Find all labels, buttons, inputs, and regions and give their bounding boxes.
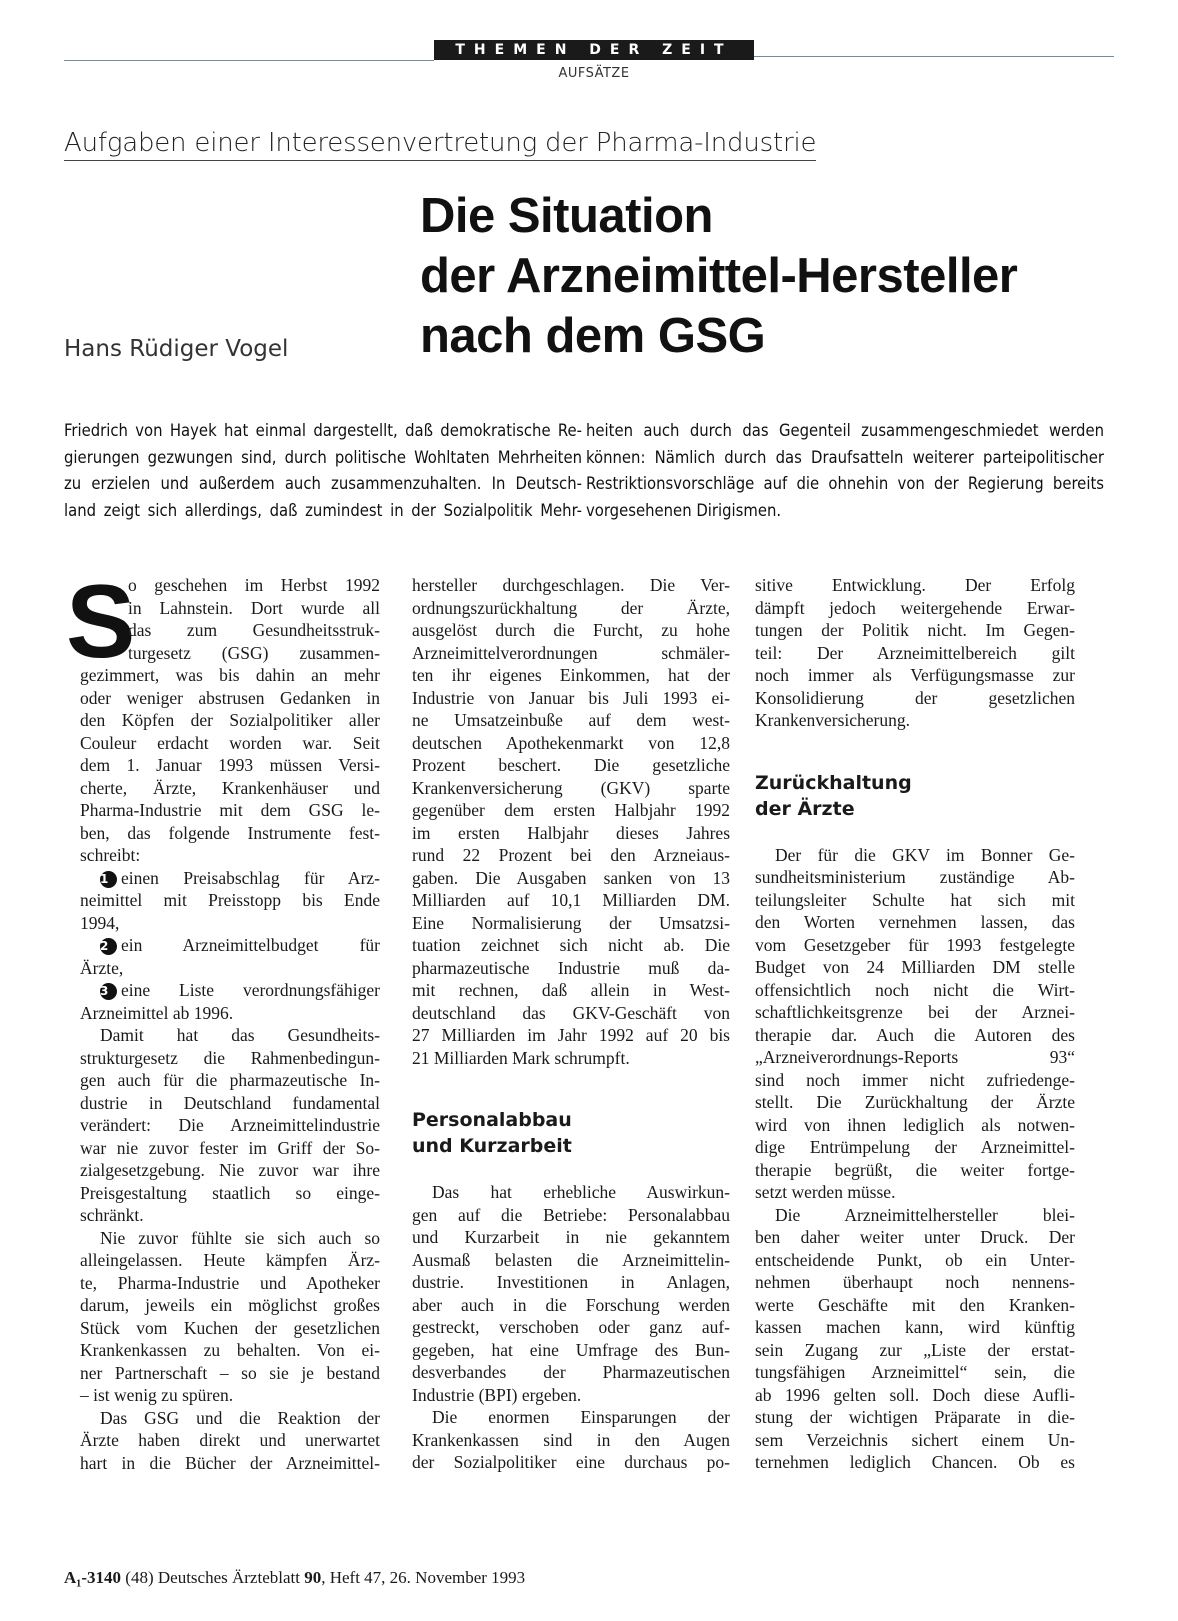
lead-line: Friedrich von Hayek hat einmal dargestellt, daß demokratische Re- [64, 421, 582, 440]
body-line: ner Partnerschaft – so sie je bestand [80, 1362, 380, 1383]
body-column-2 [412, 574, 730, 1474]
section-heading: Zurückhaltung [755, 771, 912, 794]
list-item-text: ein Arzneimittelbudget für [121, 935, 380, 955]
body-line: Arzneimittelverordnungen schmäler- [412, 642, 730, 663]
body-line: turgesetz (GSG) zusammen- [128, 642, 380, 663]
body-line: rund 22 Prozent bei den Arzneiaus- [412, 845, 730, 865]
body-line: sundheitsministerium zuständige Ab- [755, 867, 1075, 887]
lead-line: land zeigt sich allerdings, daß zumindest in der Sozialpolitik Mehr- [64, 500, 582, 520]
body-line: gen auf die Betriebe: Personalabbau [412, 1204, 730, 1225]
body-line: pharmazeutische Industrie muß da- [412, 957, 730, 978]
body-line: sitive Entwicklung. Der Erfolg [755, 575, 1075, 595]
body-line: gen auch für die pharmazeutische In- [80, 1070, 380, 1090]
body-line: Krankenversicherung (GKV) sparte [412, 777, 730, 798]
body-line: Budget von 24 Milliarden DM stelle [755, 957, 1075, 977]
body-line: offensichtlich noch nicht die Wirt- [755, 979, 1075, 1000]
body-line: den Köpfen der Sozialpolitiker aller [80, 710, 380, 730]
body-line: cherte, Ärzte, Krankenhäuser und [80, 777, 380, 798]
list-item [80, 934, 380, 957]
body-line: Couleur erdacht worden war. Seit [80, 732, 380, 753]
body-line: oder weniger abstrusen Gedanken in [80, 687, 380, 708]
body-line: Die Arzneimittelhersteller blei- [775, 1204, 1075, 1225]
body-line: gezimmert, was bis dahin an mehr [80, 665, 380, 685]
body-line: sem Verzeichnis sichert einem Un- [755, 1429, 1075, 1450]
journal-issue: Heft 47, 26. November 1993 [329, 1568, 526, 1587]
body-line: ab 1996 gelten soll. Doch diese Aufli- [755, 1384, 1075, 1405]
section-subtitle: AUFSÄTZE [558, 66, 630, 81]
body-line: und Kurzarbeit in nie gekanntem [412, 1227, 730, 1247]
body-line: te, Pharma-Industrie und Apotheker [80, 1272, 380, 1293]
body-line: entscheidende Punkt, ob ein Unter- [755, 1249, 1075, 1270]
article-author: Hans Rüdiger Vogel [64, 336, 289, 362]
drop-cap: S [66, 564, 136, 680]
lead-right-column [586, 418, 1104, 524]
body-line: dustrie. Investitionen in Anlagen, [412, 1272, 730, 1292]
body-line: tungen der Politik nicht. Im Gegen- [755, 620, 1075, 640]
body-line: gaben. Die Ausgaben sanken von 13 [412, 867, 730, 888]
headline-line: nach dem GSG [420, 309, 766, 363]
body-line: Arzneimittel ab 1996. [80, 1002, 234, 1023]
body-line: vom Gesetzgeber für 1993 festgelegte [755, 934, 1075, 955]
body-line: 27 Milliarden im Jahr 1992 auf 20 bis [412, 1025, 730, 1045]
body-line: strukturgesetz die Rahmenbedingun- [80, 1047, 380, 1068]
body-line: ten ihr eigenes Einkommen, hat der [412, 665, 730, 685]
body-line: aber auch in die Forschung werden [412, 1294, 730, 1315]
section-heading: und Kurzarbeit [412, 1135, 572, 1157]
number-3-icon: 3 [100, 983, 117, 1000]
body-line: neimittel mit Preisstopp bis Ende [80, 890, 380, 910]
body-line: gegenüber dem ersten Halbjahr 1992 [412, 800, 730, 820]
body-line: alleingelassen. Heute kämpfen Ärz- [80, 1250, 380, 1270]
body-line: gegeben, hat eine Umfrage des Bun- [412, 1339, 730, 1360]
page-footer: A₁-3140 (48) Deutsches Ärzteblatt 90, Heft 47, 26. November 1993 [64, 1568, 526, 1587]
body-line: mit rechnen, daß allein in West- [412, 980, 730, 1000]
article-headline [420, 186, 1140, 366]
body-line: Ausmaß belasten die Arzneimittelin- [412, 1249, 730, 1270]
body-line: das zum Gesundheitsstruk- [128, 620, 380, 640]
body-line: stung der wichtigen Präparate in die- [755, 1407, 1075, 1427]
body-line: wird von ihnen lediglich als notwen- [755, 1114, 1075, 1135]
article-kicker: Aufgaben einer Interessenvertretung der Pharma-Industrie [64, 128, 816, 161]
page-reference: A₁-3140 [64, 1568, 122, 1587]
body-line: deutschland das GKV-Geschäft von [412, 1002, 730, 1023]
list-item-text: einen Preisabschlag für Arz- [121, 867, 380, 888]
body-line: Krankenversicherung. [755, 710, 911, 730]
list-item-text: eine Liste verordnungsfähiger [121, 980, 380, 1000]
body-line: Der für die GKV im Bonner Ge- [775, 844, 1075, 865]
body-line: den Worten vernehmen lassen, das [755, 912, 1075, 932]
body-line: Ärzte haben direkt und unerwartet [80, 1430, 380, 1450]
body-line: ne Umsatzeinbuße auf dem west- [412, 710, 730, 730]
body-line: hersteller durchgeschlagen. Die Ver- [412, 575, 730, 595]
body-column-1 [80, 574, 380, 1474]
lead-line: heiten auch durch das Gegenteil zusammengeschmiedet werden [586, 421, 1104, 440]
list-item [80, 979, 380, 1002]
body-line: schränkt. [80, 1205, 144, 1225]
body-line: Konsolidierung der gesetzlichen [755, 687, 1075, 708]
body-line: teil: Der Arzneimittelbereich gilt [755, 642, 1075, 663]
body-line: werte Geschäfte mit den Kranken- [755, 1294, 1075, 1315]
lead-line: Restriktionsvorschläge auf die ohnehin von der Regierung bereits [586, 474, 1104, 493]
body-line: Preisgestaltung staatlich so einge- [80, 1182, 380, 1203]
section-heading: Personalabbau [412, 1109, 572, 1131]
page-number: (48) [125, 1568, 154, 1587]
body-line: ordnungszurückhaltung der Ärzte, [412, 597, 730, 618]
section-banner: THEMEN DER ZEIT [434, 40, 754, 60]
body-line: Damit hat das Gesundheits- [100, 1025, 380, 1045]
body-line: dem 1. Januar 1993 müssen Versi- [80, 755, 380, 775]
body-line: kassen machen kann, wird künftig [755, 1317, 1075, 1337]
body-line: therapie dar. Auch die Autoren des [755, 1024, 1075, 1045]
body-line: zialgesetzgebung. Nie zuvor war ihre [80, 1160, 380, 1180]
body-line: ben daher weiter unter Druck. Der [755, 1227, 1075, 1247]
body-line: gestreckt, verschoben oder ganz auf- [412, 1317, 730, 1337]
header-rule-right [754, 56, 1114, 57]
number-1-icon: 1 [100, 871, 117, 888]
body-line: schaftlichkeitsgrenze bei der Arznei- [755, 1002, 1075, 1022]
body-line: ternehmen lediglich Chancen. Ob es [755, 1452, 1075, 1472]
body-line: sein Zugang zur „Liste der erstat- [755, 1339, 1075, 1360]
body-line: – ist wenig zu spüren. [80, 1385, 234, 1405]
body-line: darum, jeweils ein möglichst großes [80, 1295, 380, 1315]
body-line: noch immer als Verfügungsmasse zur [755, 665, 1075, 685]
body-line: Stück vom Kuchen der gesetzlichen [80, 1317, 380, 1338]
body-line: deutschen Apothekenmarkt von 12,8 [412, 732, 730, 753]
body-line: 1994, [80, 912, 120, 933]
body-line: therapie begrüßt, die weiter fortge- [755, 1159, 1075, 1180]
body-line: dustrie in Deutschland fundamental [80, 1092, 380, 1113]
body-line: dige Entrümpelung der Arzneimittel- [755, 1137, 1075, 1157]
body-line: „Arzneiverordnungs-Reports 93“ [755, 1047, 1075, 1067]
body-line: dämpft jedoch weitergehende Erwar- [755, 597, 1075, 618]
journal-name: Deutsches Ärzteblatt [157, 1568, 300, 1587]
body-line: sind noch immer nicht zufriedenge- [755, 1069, 1075, 1090]
body-line: 21 Milliarden Mark schrumpft. [412, 1047, 630, 1068]
body-line: nehmen überhaupt noch nennens- [755, 1272, 1075, 1292]
body-line: der Sozialpolitiker eine durchaus po- [412, 1452, 730, 1472]
body-line: tuation zeichnet sich nicht ab. Die [412, 935, 730, 955]
body-line: im ersten Halbjahr dieses Jahres [412, 822, 730, 843]
body-line: Industrie (BPI) ergeben. [412, 1384, 582, 1405]
body-line: tungsfähigen Arzneimittel“ sein, die [755, 1362, 1075, 1382]
body-line: hart in die Bücher der Arzneimittel- [80, 1452, 380, 1473]
body-line: Das GSG und die Reaktion der [100, 1407, 380, 1428]
journal-volume: 90 [304, 1568, 322, 1587]
body-line: desverbandes der Pharmazeutischen [412, 1362, 730, 1382]
lead-line: gierungen gezwungen sind, durch politische Wohltaten Mehrheiten [64, 447, 582, 467]
body-line: Das hat erhebliche Auswirkun- [432, 1182, 730, 1202]
body-line: ben, das folgende Instrumente fest- [80, 822, 380, 843]
body-line: Eine Normalisierung der Umsatzsi- [412, 912, 730, 933]
body-line: o geschehen im Herbst 1992 [128, 575, 380, 595]
body-line: ausgelöst durch die Furcht, zu hohe [412, 620, 730, 640]
body-line: war nie zuvor fester im Griff der So- [80, 1137, 380, 1158]
number-2-icon: 2 [100, 938, 117, 955]
headline-line: Die Situation [420, 189, 713, 243]
body-line: in Lahnstein. Dort wurde all [128, 597, 380, 618]
body-line: schreibt: [80, 845, 141, 865]
body-line: Ärzte, [80, 957, 124, 978]
body-line: stellt. Die Zurückhaltung der Ärzte [755, 1092, 1075, 1112]
body-line: verändert: Die Arzneimittelindustrie [80, 1115, 380, 1135]
body-line: Krankenkassen sind in den Augen [412, 1429, 730, 1450]
body-line: Die enormen Einsparungen der [432, 1407, 730, 1427]
lead-line: können: Nämlich durch das Draufsatteln weiterer parteipolitischer [586, 447, 1104, 467]
body-line: setzt werden müsse. [755, 1182, 896, 1202]
body-column-3 [755, 574, 1075, 1474]
section-heading: der Ärzte [755, 797, 855, 820]
list-item [80, 867, 380, 890]
lead-line: vorgesehenen Dirigismen. [586, 500, 782, 520]
body-line: Industrie von Januar bis Juli 1993 ei- [412, 687, 730, 708]
lead-left-column [64, 418, 582, 524]
body-line: Krankenkassen zu behalten. Von ei- [80, 1340, 380, 1360]
headline-line: der Arzneimittel-Hersteller [420, 249, 1018, 303]
body-line: Nie zuvor fühlte sie sich auch so [100, 1227, 380, 1248]
header-rule-left [64, 60, 434, 61]
body-line: Pharma-Industrie mit dem GSG le- [80, 800, 380, 820]
body-line: Prozent beschert. Die gesetzliche [412, 755, 730, 775]
body-line: Milliarden auf 10,1 Milliarden DM. [412, 890, 730, 910]
body-line: teilungsleiter Schulte hat sich mit [755, 889, 1075, 910]
lead-line: zu erzielen und außerdem auch zusammenzuhalten. In Deutsch- [64, 474, 582, 493]
